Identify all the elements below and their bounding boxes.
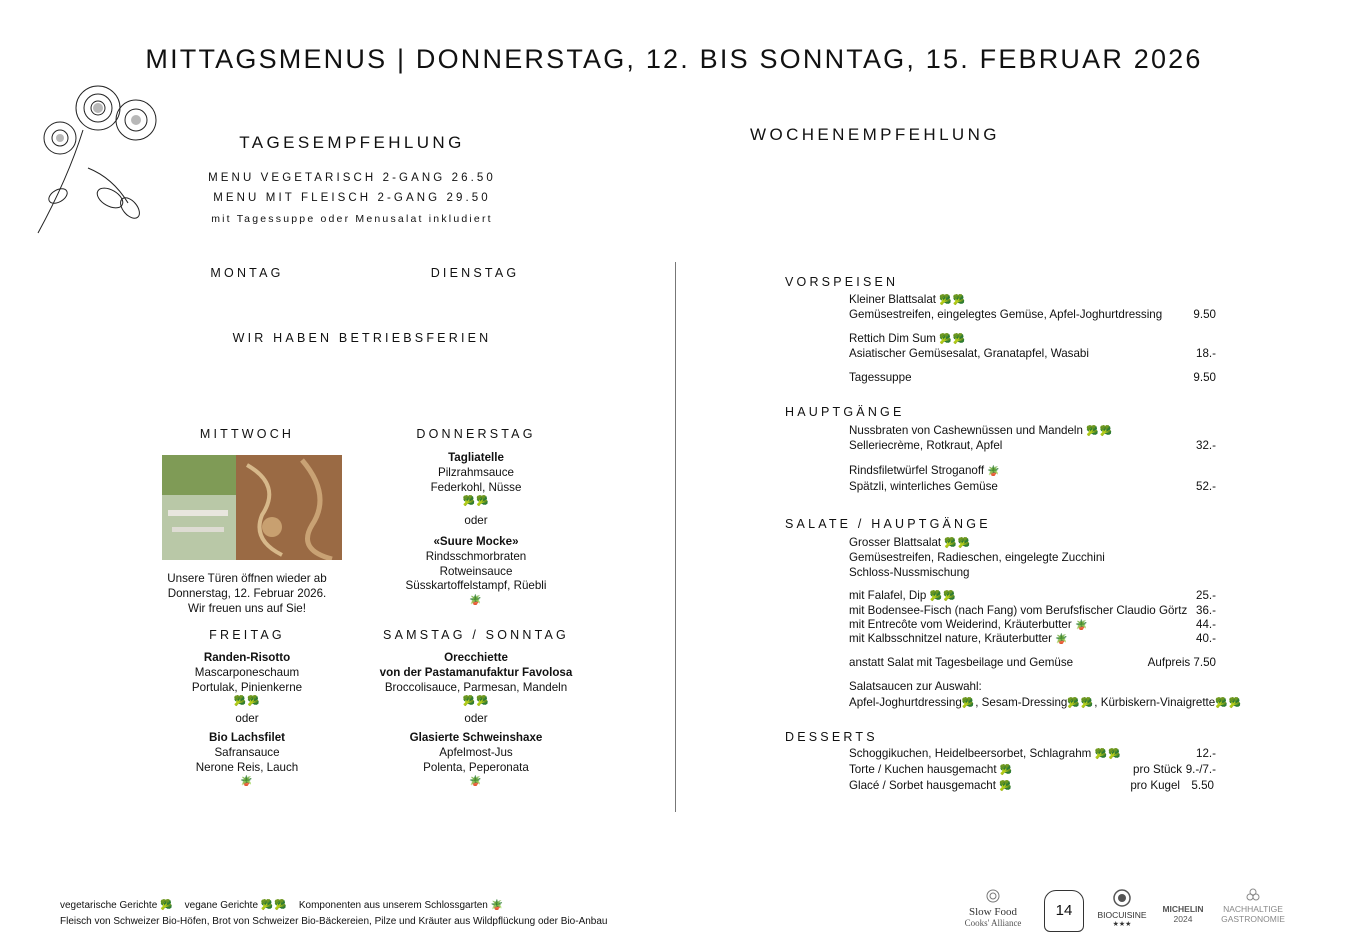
vegan-icon: 🥦🥦 (939, 295, 967, 306)
mittwoch-text-2: Donnerstag, 12. Februar 2026. (167, 586, 327, 600)
menu-fleisch: MENU MIT FLEISCH 2-GANG 29.50 (213, 192, 491, 204)
dessert-3: Glacé / Sorbet hausgemacht (849, 779, 996, 792)
fr-dish1-l1: Mascarponeschaum (194, 665, 300, 679)
we-or: oder (464, 712, 488, 726)
sauce-1: Apfel-Joghurtdressing (849, 696, 962, 709)
vegan-icon: 🥦🥦 (1067, 698, 1095, 709)
vegan-icon: 🥦🥦 (1215, 698, 1243, 709)
sauce-2: , Sesam-Dressing (975, 696, 1068, 709)
day-montag: MONTAG (210, 266, 284, 280)
fr-dish1-l2: Portulak, Pinienkerne (191, 680, 303, 694)
don-dish2-name: «Suure Mocke» (433, 534, 519, 548)
menu-vegetarisch: MENU VEGETARISCH 2-GANG 26.50 (208, 172, 496, 184)
vegan-icon: 🥦🥦 (944, 538, 972, 549)
vegan-icon: 🥦🥦 (1086, 426, 1114, 437)
vorspeise-1-name: Kleiner Blattsalat (849, 293, 936, 306)
biocuisine-logo (1094, 888, 1150, 928)
slowfood-name: Slow Food (969, 906, 1017, 918)
dessert-2: Torte / Kuchen hausgemacht (849, 763, 997, 776)
salat-option-1-price: 25.- (1196, 589, 1216, 602)
garden-icon: 🪴 (469, 595, 483, 607)
salat-option-1: mit Falafel, Dip (849, 589, 927, 602)
garden-icon: 🪴 (469, 776, 483, 788)
sauce-3: , Kürbiskern-Vinaigrette (1094, 696, 1216, 709)
mittwoch-text-1: Unsere Türen öffnen wieder ab (167, 572, 327, 585)
nachhaltig-sub: GASTRONOMIE (1221, 914, 1285, 924)
restaurant-photo (162, 455, 342, 560)
legend-vegan: vegane Gerichte (184, 900, 259, 911)
salat-option-3-price: 44.- (1196, 618, 1216, 631)
dessert-2-unit: pro Stück (1133, 763, 1182, 776)
salat-option-2: mit Bodensee-Fisch (nach Fang) vom Berufsfischer Claudio Görtz (849, 604, 1188, 617)
salat-alternative: anstatt Salat mit Tagesbeilage und Gemüse (849, 656, 1074, 669)
veg-icon: 🥦 (961, 698, 976, 709)
menu-note: mit Tagessuppe oder Menusalat inkludiert (211, 213, 493, 225)
tages-heading: TAGESEMPFEHLUNG (239, 133, 465, 152)
fr-or: oder (235, 712, 259, 726)
garden-icon: 🪴 (1074, 620, 1089, 631)
slowfood-sub: Cooks' Alliance (964, 918, 1022, 928)
footer-sourcing: Fleisch von Schweizer Bio-Höfen, Brot von Schweizer Bio-Bäckereien, Pilze und Kräuter aus Wildpflückung oder Bio-Anbau (60, 916, 608, 927)
haupt-2-name: Rindsfiletwürfel Stroganoff (849, 464, 985, 477)
don-dish1-l2: Federkohl, Nüsse (430, 480, 522, 494)
day-weekend: SAMSTAG / SONNTAG (383, 628, 569, 642)
haupt-1-name: Nussbraten von Cashewnüssen und Mandeln (849, 424, 1083, 437)
column-divider (675, 262, 676, 812)
haupt-1-desc: Selleriecrème, Rotkraut, Apfel (849, 439, 1003, 452)
salat-option-4-price: 40.- (1196, 632, 1216, 645)
fr-dish1-name: Randen-Risotto (203, 651, 291, 664)
don-dish2-l2: Rotweinsauce (439, 564, 513, 578)
garden-icon: 🪴 (1055, 634, 1069, 645)
dessert-1: Schoggikuchen, Heidelbeersorbet, Schlagrahm (849, 747, 1092, 760)
garden-icon: 🪴 (490, 900, 505, 911)
vegan-icon: 🥦🥦 (260, 900, 288, 911)
don-dish1-l1: Pilzrahmsauce (437, 465, 515, 479)
salat-desc-1: Gemüsestreifen, Radieschen, eingelegte Zucchini (849, 551, 1105, 564)
vorspeise-3-price: 9.50 (1193, 371, 1216, 384)
bio-stars: ★★★ (1112, 921, 1132, 928)
salat-option-3: mit Entrecôte vom Weiderind, Kräuterbutter (849, 618, 1072, 631)
vorspeise-2-desc: Asiatischer Gemüsesalat, Granatapfel, Wasabi (849, 347, 1089, 360)
veg-icon: 🥦 (999, 781, 1013, 792)
bio-name: BIOCUISINE (1097, 910, 1147, 920)
dessert-3-unit: pro Kugel (1130, 779, 1180, 792)
veg-icon: 🥦 (999, 765, 1014, 776)
fr-dish2-l2: Nerone Reis, Lauch (195, 760, 299, 774)
vegan-icon: 🥦🥦 (929, 591, 957, 602)
day-mittwoch: MITTWOCH (199, 427, 295, 441)
day-donnerstag: DONNERSTAG (416, 427, 536, 441)
fr-dish2-l1: Safransauce (214, 745, 280, 759)
vegan-icon: 🥦🥦 (939, 334, 967, 345)
we-dish2-name: Glasierte Schweinshaxe (409, 730, 543, 744)
michelin-logo: MICHELIN (1162, 904, 1204, 914)
michelin-year: 2024 (1173, 914, 1193, 924)
mittwoch-text-3: Wir freuen uns auf Sie! (188, 601, 306, 615)
salat-option-2-price: 36.- (1196, 604, 1216, 617)
haupt-2-price: 52.- (1196, 480, 1216, 493)
salat-name: Grosser Blattsalat (849, 536, 942, 549)
vegan-icon: 🥦🥦 (1094, 749, 1122, 760)
vorspeise-2-name: Rettich Dim Sum (849, 332, 936, 345)
don-dish1-name: Tagliatelle (448, 451, 504, 464)
fr-dish2-name: Bio Lachsfilet (208, 730, 286, 744)
we-dish2-l1: Apfelmost-Jus (439, 745, 513, 759)
dessert-2-price: 9.-/7.- (1185, 763, 1216, 776)
we-dish1-name2: von der Pastamanufaktur Favolosa (379, 665, 573, 679)
slowfood-logo (952, 888, 1034, 928)
don-dish2-l1: Rindsschmorbraten (425, 549, 527, 563)
we-dish2-l2: Polenta, Peperonata (423, 760, 529, 774)
snail-icon (984, 888, 1002, 904)
salate-heading: SALATE / HAUPTGÄNGE (785, 517, 991, 531)
vorspeise-2-price: 18.- (1196, 347, 1216, 360)
we-dish1-name: Orecchiette (444, 651, 508, 664)
salatsaucen-heading: Salatsaucen zur Auswahl: (849, 680, 982, 693)
vegan-icon: 🥦🥦 (462, 696, 490, 708)
dessert-1-price: 12.- (1196, 747, 1216, 760)
vegan-icon: 🥦🥦 (462, 496, 490, 508)
closed-notice: WIR HABEN BETRIEBSFERIEN (232, 331, 492, 345)
bio-leaf-icon (1112, 888, 1132, 908)
garden-icon: 🪴 (240, 776, 254, 788)
woche-heading: WOCHENEMPFEHLUNG (750, 125, 1000, 144)
vorspeisen-heading: VORSPEISEN (785, 275, 899, 289)
desserts-heading: DESSERTS (785, 730, 878, 744)
legend-garden: Komponenten aus unserem Schlossgarten (298, 900, 488, 911)
nachhaltig-logo: NACHHALTIGE (1223, 904, 1283, 914)
don-or: oder (464, 514, 488, 528)
garden-icon: 🪴 (987, 466, 1001, 477)
legend-veg: vegetarische Gerichte (60, 900, 158, 911)
haupt-heading: HAUPTGÄNGE (785, 405, 905, 419)
rose-illustration-icon (28, 68, 163, 238)
day-freitag: FREITAG (209, 628, 285, 642)
dessert-3-price: 5.50 (1191, 779, 1214, 792)
clover-icon (1246, 888, 1260, 902)
haupt-2-desc: Spätzli, winterliches Gemüse (849, 480, 998, 493)
salat-desc-2: Schloss-Nussmischung (849, 566, 970, 579)
salat-option-4: mit Kalbsschnitzel nature, Kräuterbutter (849, 632, 1052, 645)
salat-alternative-price: Aufpreis 7.50 (1147, 656, 1216, 669)
don-dish2-l3: Süsskartoffelstampf, Rüebli (405, 579, 547, 593)
vorspeise-1-price: 9.50 (1193, 308, 1216, 321)
vorspeise-3-name: Tagessuppe (849, 371, 912, 384)
haupt-1-price: 32.- (1196, 439, 1216, 452)
we-dish1-l1: Broccolisauce, Parmesan, Mandeln (384, 680, 568, 694)
page-title: MITTAGSMENUS | DONNERSTAG, 12. BIS SONNTAG, 15. FEBRUAR 2026 (145, 44, 1203, 74)
gault-millau-logo: 14 (1044, 890, 1084, 932)
vegan-icon: 🥦🥦 (233, 696, 261, 708)
vorspeise-1-desc: Gemüsestreifen, eingelegtes Gemüse, Apfel-Joghurtdressing (849, 308, 1163, 321)
day-dienstag: DIENSTAG (430, 266, 520, 280)
veg-icon: 🥦 (160, 900, 174, 911)
